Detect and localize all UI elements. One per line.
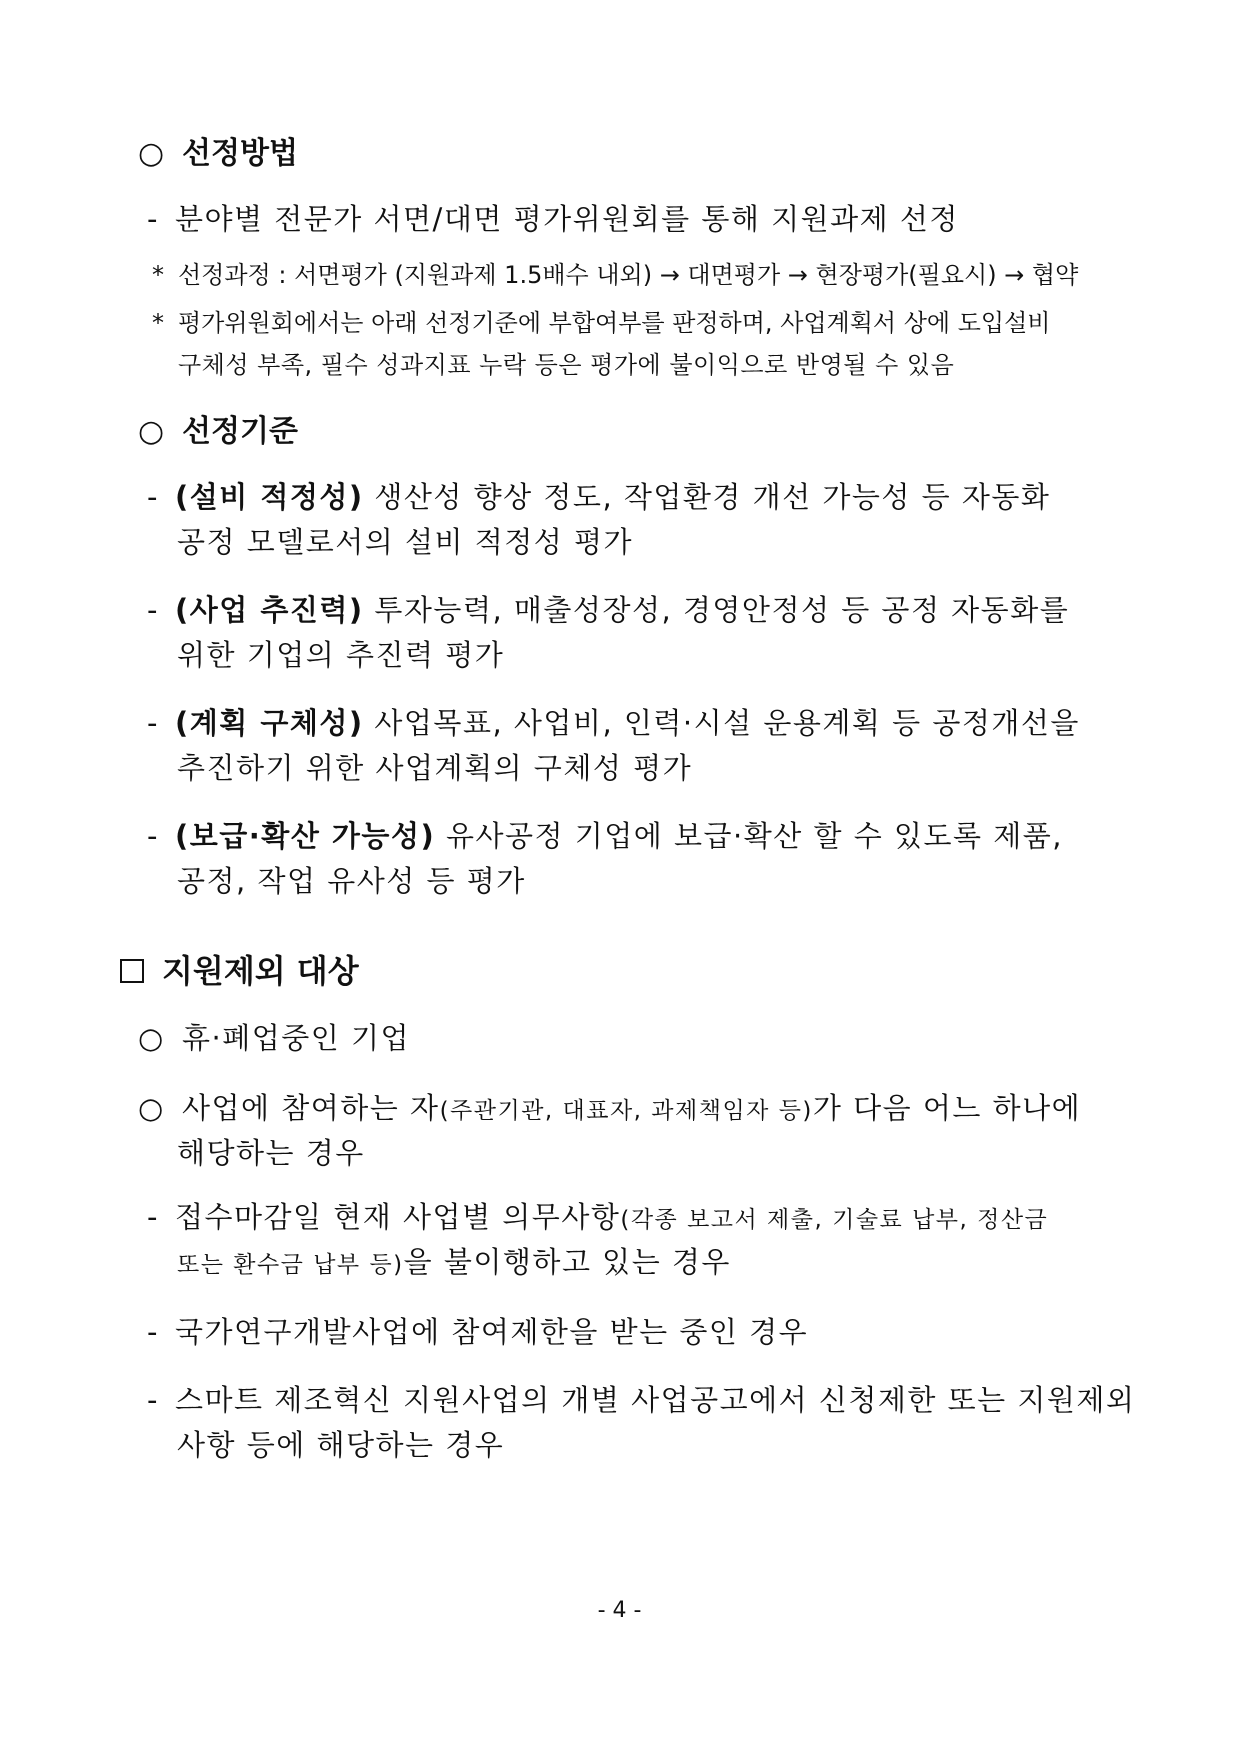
exclusion-obligation: - 접수마감일 현재 사업별 의무사항(각종 보고서 제출, 기술료 납부, 정산금 [147,1200,1049,1234]
exclusion-closed-business: ○ 휴·폐업중인 기업 [138,1021,411,1055]
exclusion-obligation-cont: 또는 환수금 납부 등)을 불이행하고 있는 경우 [177,1245,731,1279]
method-note-process: * 선정과정 : 서면평가 (지원과제 1.5배수 내외) → 대면평가 → 현장평가(필요시) → 협약 [152,261,1079,289]
criteria-item-plan-cont: 추진하기 위한 사업계획의 구체성 평가 [177,751,693,785]
heading-selection-criteria: ○ 선정기준 [138,414,298,449]
method-note-committee-cont: 구체성 부족, 필수 성과지표 누락 등은 평가에 불이익으로 반영될 수 있음 [178,351,955,379]
criteria-item-equipment: - (설비 적정성) 생산성 향상 정도, 작업환경 개선 가능성 등 자동화 [147,480,1051,514]
method-item: - 분야별 전문가 서면/대면 평가위원회를 통해 지원과제 선정 [147,202,959,236]
criteria-item-equipment-cont: 공정 모델로서의 설비 적정성 평가 [177,525,634,559]
circle-bullet: ○ [138,136,165,171]
criteria-item-spread-cont: 공정, 작업 유사성 등 평가 [177,864,526,898]
exclusion-participants: ○ 사업에 참여하는 자(주관기관, 대표자, 과제책임자 등)가 다음 어느 하나에 [138,1091,1082,1125]
criteria-item-plan: - (계획 구체성) 사업목표, 사업비, 인력·시설 운용계획 등 공정개선을 [147,706,1080,740]
exclusion-rnd-restricted: - 국가연구개발사업에 참여제한을 받는 중인 경우 [147,1315,809,1349]
heading-exclusion: 지원제외 대상 [120,946,359,992]
page-number: - 4 - [597,1598,642,1623]
criteria-item-drive-cont: 위한 기업의 추진력 평가 [177,638,505,672]
exclusion-participants-cont: 해당하는 경우 [177,1136,365,1170]
circle-bullet: ○ [138,414,165,449]
exclusion-smart-restricted-cont: 사항 등에 해당하는 경우 [177,1428,505,1462]
exclusion-smart-restricted: - 스마트 제조혁신 지원사업의 개별 사업공고에서 신청제한 또는 지원제외 [147,1383,1136,1417]
square-bullet-icon [120,959,144,983]
method-note-committee: * 평가위원회에서는 아래 선정기준에 부합여부를 판정하며, 사업계획서 상에 도입설비 [152,309,1051,337]
criteria-item-drive: - (사업 추진력) 투자능력, 매출성장성, 경영안정성 등 공정 자동화를 [147,593,1070,627]
heading-selection-method: ○ 선정방법 [138,136,298,171]
criteria-item-spread: - (보급·확산 가능성) 유사공정 기업에 보급·확산 할 수 있도록 제품, [147,819,1063,853]
